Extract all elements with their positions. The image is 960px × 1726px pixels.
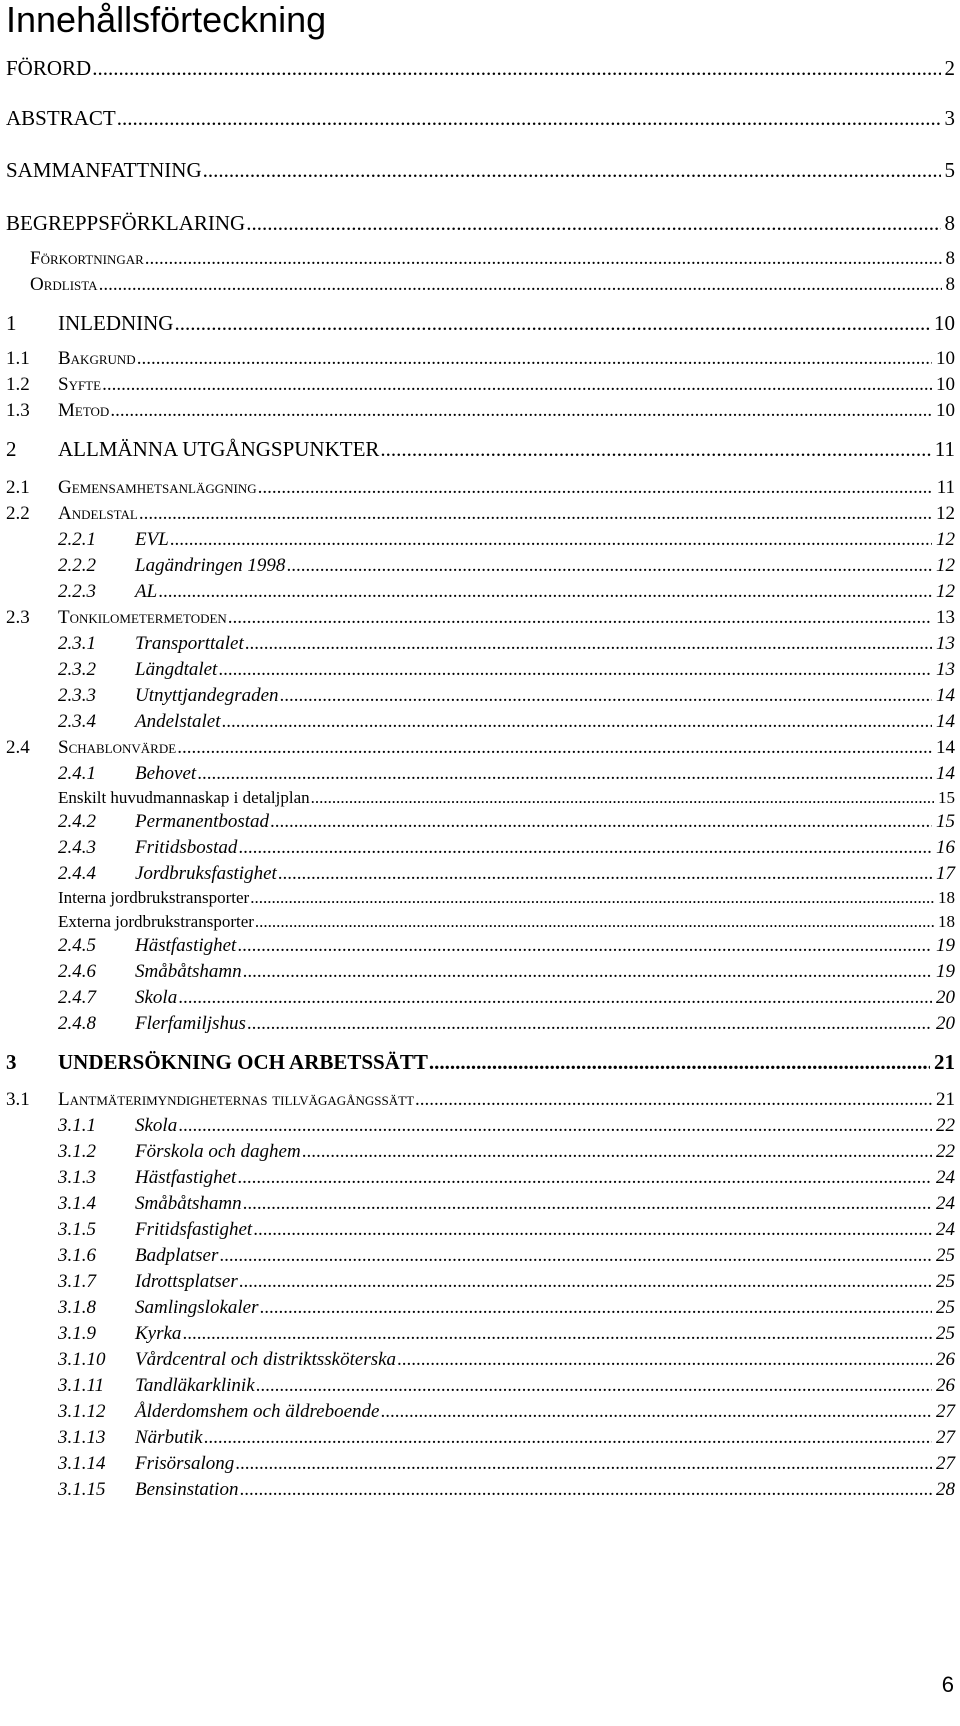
page-number: 6 bbox=[941, 1672, 954, 1697]
toc-leader-dots bbox=[239, 1269, 932, 1295]
toc-leader-dots bbox=[158, 579, 932, 605]
toc-entry[interactable] bbox=[0, 1477, 960, 1503]
toc-leader-dots bbox=[92, 55, 940, 81]
toc-leader-dots bbox=[246, 210, 940, 236]
toc-page-number: 16 bbox=[936, 837, 955, 858]
toc-label: Lantmäterimyndigheternas tillvägagångssätt bbox=[58, 1089, 415, 1110]
toc-entry[interactable] bbox=[0, 1399, 960, 1425]
toc-leader-dots bbox=[286, 553, 932, 579]
toc-entry[interactable] bbox=[0, 1049, 960, 1075]
toc-entry[interactable] bbox=[0, 436, 960, 462]
toc-entry[interactable] bbox=[0, 1139, 960, 1165]
toc-entry[interactable] bbox=[0, 1347, 960, 1373]
toc-number: 3.1.1 bbox=[58, 1115, 96, 1136]
toc-label: INLEDNING bbox=[58, 311, 174, 335]
toc-label: ALLMÄNNA UTGÅNGSPUNKTER bbox=[58, 437, 380, 461]
toc-leader-dots bbox=[239, 1477, 932, 1503]
toc-leader-dots bbox=[137, 346, 932, 372]
toc-page-number: 12 bbox=[936, 581, 955, 602]
toc-label: Syfte bbox=[58, 374, 102, 395]
toc-entry[interactable] bbox=[0, 105, 960, 131]
toc-label: Badplatser bbox=[135, 1245, 219, 1266]
toc-page-number: 11 bbox=[936, 477, 955, 498]
toc-page-number: 24 bbox=[936, 1167, 955, 1188]
toc-number: 2.3 bbox=[6, 607, 30, 628]
toc-page-number: 22 bbox=[936, 1141, 955, 1162]
toc-label: Tandläkarklinik bbox=[135, 1375, 255, 1396]
toc-leader-dots bbox=[260, 1295, 933, 1321]
toc-entry[interactable] bbox=[0, 605, 960, 631]
toc-page-number: 18 bbox=[938, 912, 955, 931]
toc-entry[interactable] bbox=[0, 272, 960, 298]
toc-number: 2.4.6 bbox=[58, 961, 96, 982]
toc-label: Flerfamiljshus bbox=[135, 1013, 246, 1034]
toc-leader-dots bbox=[197, 761, 932, 787]
toc-label: Kyrka bbox=[135, 1323, 182, 1344]
toc-entry[interactable] bbox=[0, 398, 960, 424]
toc-page-number: 17 bbox=[936, 863, 955, 884]
toc-entry[interactable] bbox=[0, 210, 960, 236]
toc-page-number: 27 bbox=[936, 1427, 955, 1448]
toc-leader-dots bbox=[258, 475, 933, 501]
toc-leader-dots bbox=[380, 436, 930, 462]
toc-leader-dots bbox=[302, 1139, 932, 1165]
toc-number: 2.1 bbox=[6, 477, 30, 498]
toc-entry[interactable] bbox=[0, 1321, 960, 1347]
toc-label: Transporttalet bbox=[135, 633, 244, 654]
toc-entry[interactable] bbox=[0, 310, 960, 336]
toc-label: Behovet bbox=[135, 763, 197, 784]
toc-leader-dots bbox=[182, 1321, 932, 1347]
toc-leader-dots bbox=[380, 1399, 932, 1425]
toc-label: Jordbruksfastighet bbox=[135, 863, 277, 884]
toc-leader-dots bbox=[429, 1049, 930, 1075]
toc-entry[interactable] bbox=[0, 475, 960, 501]
toc-leader-dots bbox=[280, 683, 932, 709]
toc-label: Tonkilometermetoden bbox=[58, 607, 227, 628]
toc-leader-dots bbox=[145, 246, 942, 272]
toc-leader-dots bbox=[238, 835, 932, 861]
toc-leader-dots bbox=[237, 1165, 932, 1191]
toc-label: Hästfastighet bbox=[135, 935, 237, 956]
toc-leader-dots bbox=[170, 527, 932, 553]
toc-entry[interactable] bbox=[0, 861, 960, 887]
toc-entry[interactable] bbox=[0, 1295, 960, 1321]
toc-number: 2.4.4 bbox=[58, 863, 96, 884]
toc-page-number: 2 bbox=[944, 56, 955, 80]
toc-label: Frisörsalong bbox=[135, 1453, 235, 1474]
toc-label: Småbåtshamn bbox=[135, 1193, 242, 1214]
toc-entry[interactable] bbox=[0, 1087, 960, 1113]
toc-label: AL bbox=[135, 581, 158, 602]
toc-leader-dots bbox=[253, 1217, 932, 1243]
toc-number: 2.4.5 bbox=[58, 935, 96, 956]
toc-label: Gemensamhetsanläggning bbox=[58, 477, 257, 498]
toc-page-number: 14 bbox=[936, 685, 955, 706]
toc-number: 3.1.11 bbox=[58, 1375, 105, 1396]
toc-entry[interactable] bbox=[0, 1451, 960, 1477]
toc-leader-dots bbox=[247, 1011, 932, 1037]
toc-page-number: 12 bbox=[936, 529, 955, 550]
toc-number: 2.3.1 bbox=[58, 633, 96, 654]
toc-entry[interactable] bbox=[0, 683, 960, 709]
toc-page-number: 14 bbox=[936, 737, 955, 758]
toc-number: 1 bbox=[6, 311, 17, 335]
toc-label: Bensinstation bbox=[135, 1479, 239, 1500]
toc-entry[interactable] bbox=[0, 372, 960, 398]
toc-leader-dots bbox=[397, 1347, 932, 1373]
toc-number: 3.1.7 bbox=[58, 1271, 96, 1292]
toc-page-number: 26 bbox=[936, 1375, 955, 1396]
toc-label: Ålderdomshem och äldreboende bbox=[135, 1401, 380, 1422]
toc-page-number: 25 bbox=[936, 1245, 955, 1266]
toc-page-number: 10 bbox=[936, 348, 955, 369]
toc-leader-dots bbox=[117, 105, 941, 131]
toc-label: EVL bbox=[135, 529, 169, 550]
toc-page-number: 19 bbox=[936, 935, 955, 956]
toc-leader-dots bbox=[278, 861, 932, 887]
toc-label: Förkortningar bbox=[30, 248, 144, 269]
toc-number: 2.4.7 bbox=[58, 987, 96, 1008]
toc-label: Lagändringen 1998 bbox=[135, 555, 286, 576]
toc-number: 3.1 bbox=[6, 1089, 30, 1110]
toc-entry[interactable] bbox=[0, 809, 960, 835]
toc-leader-dots bbox=[255, 909, 934, 935]
toc-number: 2.2.3 bbox=[58, 581, 96, 602]
toc-entry[interactable] bbox=[0, 246, 960, 272]
toc-leader-dots bbox=[203, 157, 941, 183]
toc-leader-dots bbox=[228, 605, 932, 631]
toc-label: Vårdcentral och distriktssköterska bbox=[135, 1349, 397, 1370]
toc-page-number: 20 bbox=[936, 1013, 955, 1034]
toc-page-number: 22 bbox=[936, 1115, 955, 1136]
toc-entry[interactable] bbox=[0, 909, 960, 935]
toc-page-number: 15 bbox=[936, 811, 955, 832]
toc-entry[interactable] bbox=[0, 527, 960, 553]
toc-page-number: 19 bbox=[936, 961, 955, 982]
toc-entry[interactable] bbox=[0, 579, 960, 605]
toc-entry[interactable] bbox=[0, 933, 960, 959]
toc-entry[interactable] bbox=[0, 346, 960, 372]
toc-entry[interactable] bbox=[0, 985, 960, 1011]
toc-label: Närbutik bbox=[135, 1427, 203, 1448]
toc-label: Småbåtshamn bbox=[135, 961, 242, 982]
toc-number: 2.4.8 bbox=[58, 1013, 96, 1034]
toc-page-number: 24 bbox=[936, 1219, 955, 1240]
toc-number: 3.1.10 bbox=[58, 1349, 106, 1370]
toc-entry[interactable] bbox=[0, 959, 960, 985]
toc-page-number: 21 bbox=[934, 1050, 955, 1074]
toc-label: Ordlista bbox=[30, 274, 98, 295]
toc-number: 3.1.3 bbox=[58, 1167, 96, 1188]
toc-label: Bakgrund bbox=[58, 348, 136, 369]
toc-label: Interna jordbrukstransporter bbox=[58, 888, 250, 907]
toc-leader-dots bbox=[245, 631, 932, 657]
toc-leader-dots bbox=[219, 1243, 932, 1269]
toc-page-number: 25 bbox=[936, 1297, 955, 1318]
toc-page-number: 25 bbox=[936, 1271, 955, 1292]
toc-leader-dots bbox=[139, 501, 932, 527]
toc-entry[interactable] bbox=[0, 835, 960, 861]
toc-page-number: 11 bbox=[934, 437, 955, 461]
toc-page-number: 13 bbox=[936, 607, 955, 628]
toc-page-number: 5 bbox=[944, 158, 955, 182]
toc-page-number: 13 bbox=[936, 659, 955, 680]
toc-label: BEGREPPSFÖRKLARING bbox=[6, 211, 246, 235]
toc-number: 3.1.13 bbox=[58, 1427, 106, 1448]
toc-page-number: 27 bbox=[936, 1401, 955, 1422]
toc-leader-dots bbox=[270, 809, 932, 835]
toc-leader-dots bbox=[243, 959, 932, 985]
toc-label: Andelstal bbox=[58, 503, 138, 524]
toc-label: Längdtalet bbox=[135, 659, 218, 680]
toc-page-number: 26 bbox=[936, 1349, 955, 1370]
toc-entry[interactable] bbox=[0, 885, 960, 911]
toc-number: 2.4.1 bbox=[58, 763, 96, 784]
toc-number: 2.3.2 bbox=[58, 659, 96, 680]
toc-leader-dots bbox=[99, 272, 942, 298]
toc-label: Permanentbostad bbox=[135, 811, 270, 832]
toc-number: 3.1.14 bbox=[58, 1453, 106, 1474]
toc-leader-dots bbox=[178, 1113, 932, 1139]
toc-leader-dots bbox=[311, 785, 934, 811]
toc-number: 2.4 bbox=[6, 737, 30, 758]
toc-leader-dots bbox=[256, 1373, 932, 1399]
toc-label: UNDERSÖKNING OCH ARBETSSÄTT bbox=[58, 1050, 428, 1074]
toc-label: Fritidsfastighet bbox=[135, 1219, 253, 1240]
toc-page-number: 8 bbox=[945, 274, 955, 295]
toc-entry[interactable] bbox=[0, 157, 960, 183]
toc-page-number: 13 bbox=[936, 633, 955, 654]
toc-page-number: 8 bbox=[944, 211, 955, 235]
toc-number: 2 bbox=[6, 437, 17, 461]
toc-label: Metod bbox=[58, 400, 110, 421]
toc-number: 1.3 bbox=[6, 400, 30, 421]
toc-page-number: 12 bbox=[936, 555, 955, 576]
toc-entry[interactable] bbox=[0, 785, 960, 811]
toc-number: 3.1.12 bbox=[58, 1401, 106, 1422]
toc-leader-dots bbox=[102, 372, 932, 398]
toc-entry[interactable] bbox=[0, 1113, 960, 1139]
toc-entry[interactable] bbox=[0, 1191, 960, 1217]
toc-number: 3.1.8 bbox=[58, 1297, 96, 1318]
toc-entry[interactable] bbox=[0, 553, 960, 579]
toc-label: Idrottsplatser bbox=[135, 1271, 238, 1292]
toc-entry[interactable] bbox=[0, 1165, 960, 1191]
toc-number: 2.2 bbox=[6, 503, 30, 524]
toc-number: 1.2 bbox=[6, 374, 30, 395]
toc-entry[interactable] bbox=[0, 1269, 960, 1295]
toc-page-number: 10 bbox=[936, 374, 955, 395]
toc-page-number: 21 bbox=[936, 1089, 955, 1110]
toc-number: 3.1.6 bbox=[58, 1245, 96, 1266]
toc-page-number: 20 bbox=[936, 987, 955, 1008]
toc-entry[interactable] bbox=[0, 709, 960, 735]
toc-page-number: 10 bbox=[934, 311, 955, 335]
toc-label: SAMMANFATTNING bbox=[6, 158, 202, 182]
toc-page-number: 25 bbox=[936, 1323, 955, 1344]
toc-entry[interactable] bbox=[0, 501, 960, 527]
toc-number: 3.1.5 bbox=[58, 1219, 96, 1240]
toc-label: Andelstalet bbox=[135, 711, 221, 732]
toc-number: 3.1.4 bbox=[58, 1193, 96, 1214]
toc-page-number: 3 bbox=[944, 106, 955, 130]
toc-page-number: 27 bbox=[936, 1453, 955, 1474]
toc-label: Samlingslokaler bbox=[135, 1297, 259, 1318]
toc-label: FÖRORD bbox=[6, 56, 92, 80]
page-title: Innehållsförteckning bbox=[6, 0, 327, 40]
toc-leader-dots bbox=[177, 735, 932, 761]
toc-page-number: 12 bbox=[936, 503, 955, 524]
toc-leader-dots bbox=[235, 1451, 932, 1477]
toc-number: 3.1.9 bbox=[58, 1323, 96, 1344]
toc-label: ABSTRACT bbox=[6, 106, 116, 130]
toc-number: 2.3.4 bbox=[58, 711, 96, 732]
toc-number: 2.2.2 bbox=[58, 555, 96, 576]
toc-label: Förskola och daghem bbox=[135, 1141, 301, 1162]
toc-label: Schablonvärde bbox=[58, 737, 177, 758]
toc-entry[interactable] bbox=[0, 761, 960, 787]
toc-leader-dots bbox=[110, 398, 932, 424]
toc-number: 2.4.2 bbox=[58, 811, 96, 832]
toc-label: Enskilt huvudmannaskap i detaljplan bbox=[58, 788, 310, 807]
toc-page-number: 10 bbox=[936, 400, 955, 421]
toc-leader-dots bbox=[218, 657, 932, 683]
toc-number: 2.3.3 bbox=[58, 685, 96, 706]
toc-number: 3.1.2 bbox=[58, 1141, 96, 1162]
toc-leader-dots bbox=[243, 1191, 932, 1217]
toc-entry[interactable] bbox=[0, 1243, 960, 1269]
toc-leader-dots bbox=[415, 1087, 932, 1113]
toc-page-number: 8 bbox=[945, 248, 955, 269]
toc-leader-dots bbox=[237, 933, 932, 959]
toc-label: Skola bbox=[135, 1115, 178, 1136]
toc-leader-dots bbox=[221, 709, 932, 735]
toc-page-number: 14 bbox=[936, 763, 955, 784]
toc-entry[interactable] bbox=[0, 735, 960, 761]
toc-label: Fritidsbostad bbox=[135, 837, 238, 858]
toc-number: 3 bbox=[6, 1050, 17, 1074]
toc-page-number: 14 bbox=[936, 711, 955, 732]
toc-number: 2.4.3 bbox=[58, 837, 96, 858]
toc-entry[interactable] bbox=[0, 1425, 960, 1451]
toc-number: 1.1 bbox=[6, 348, 30, 369]
toc-number: 2.2.1 bbox=[58, 529, 96, 550]
toc-leader-dots bbox=[250, 885, 934, 911]
toc-number: 3.1.15 bbox=[58, 1479, 106, 1500]
toc-entry[interactable] bbox=[0, 1373, 960, 1399]
toc-label: Skola bbox=[135, 987, 178, 1008]
toc-entry[interactable] bbox=[0, 1217, 960, 1243]
toc-label: Externa jordbrukstransporter bbox=[58, 912, 254, 931]
toc-page-number: 28 bbox=[936, 1479, 955, 1500]
toc-entry[interactable] bbox=[0, 1011, 960, 1037]
toc-leader-dots bbox=[174, 310, 930, 336]
toc-leader-dots bbox=[178, 985, 932, 1011]
toc-label: Utnyttjandegraden bbox=[135, 685, 279, 706]
toc-entry[interactable] bbox=[0, 55, 960, 81]
toc-leader-dots bbox=[204, 1425, 932, 1451]
toc-entry[interactable] bbox=[0, 657, 960, 683]
toc-page-number: 24 bbox=[936, 1193, 955, 1214]
toc-page-number: 18 bbox=[938, 888, 955, 907]
toc-entry[interactable] bbox=[0, 631, 960, 657]
toc-page-number: 15 bbox=[938, 788, 955, 807]
toc-label: Hästfastighet bbox=[135, 1167, 237, 1188]
